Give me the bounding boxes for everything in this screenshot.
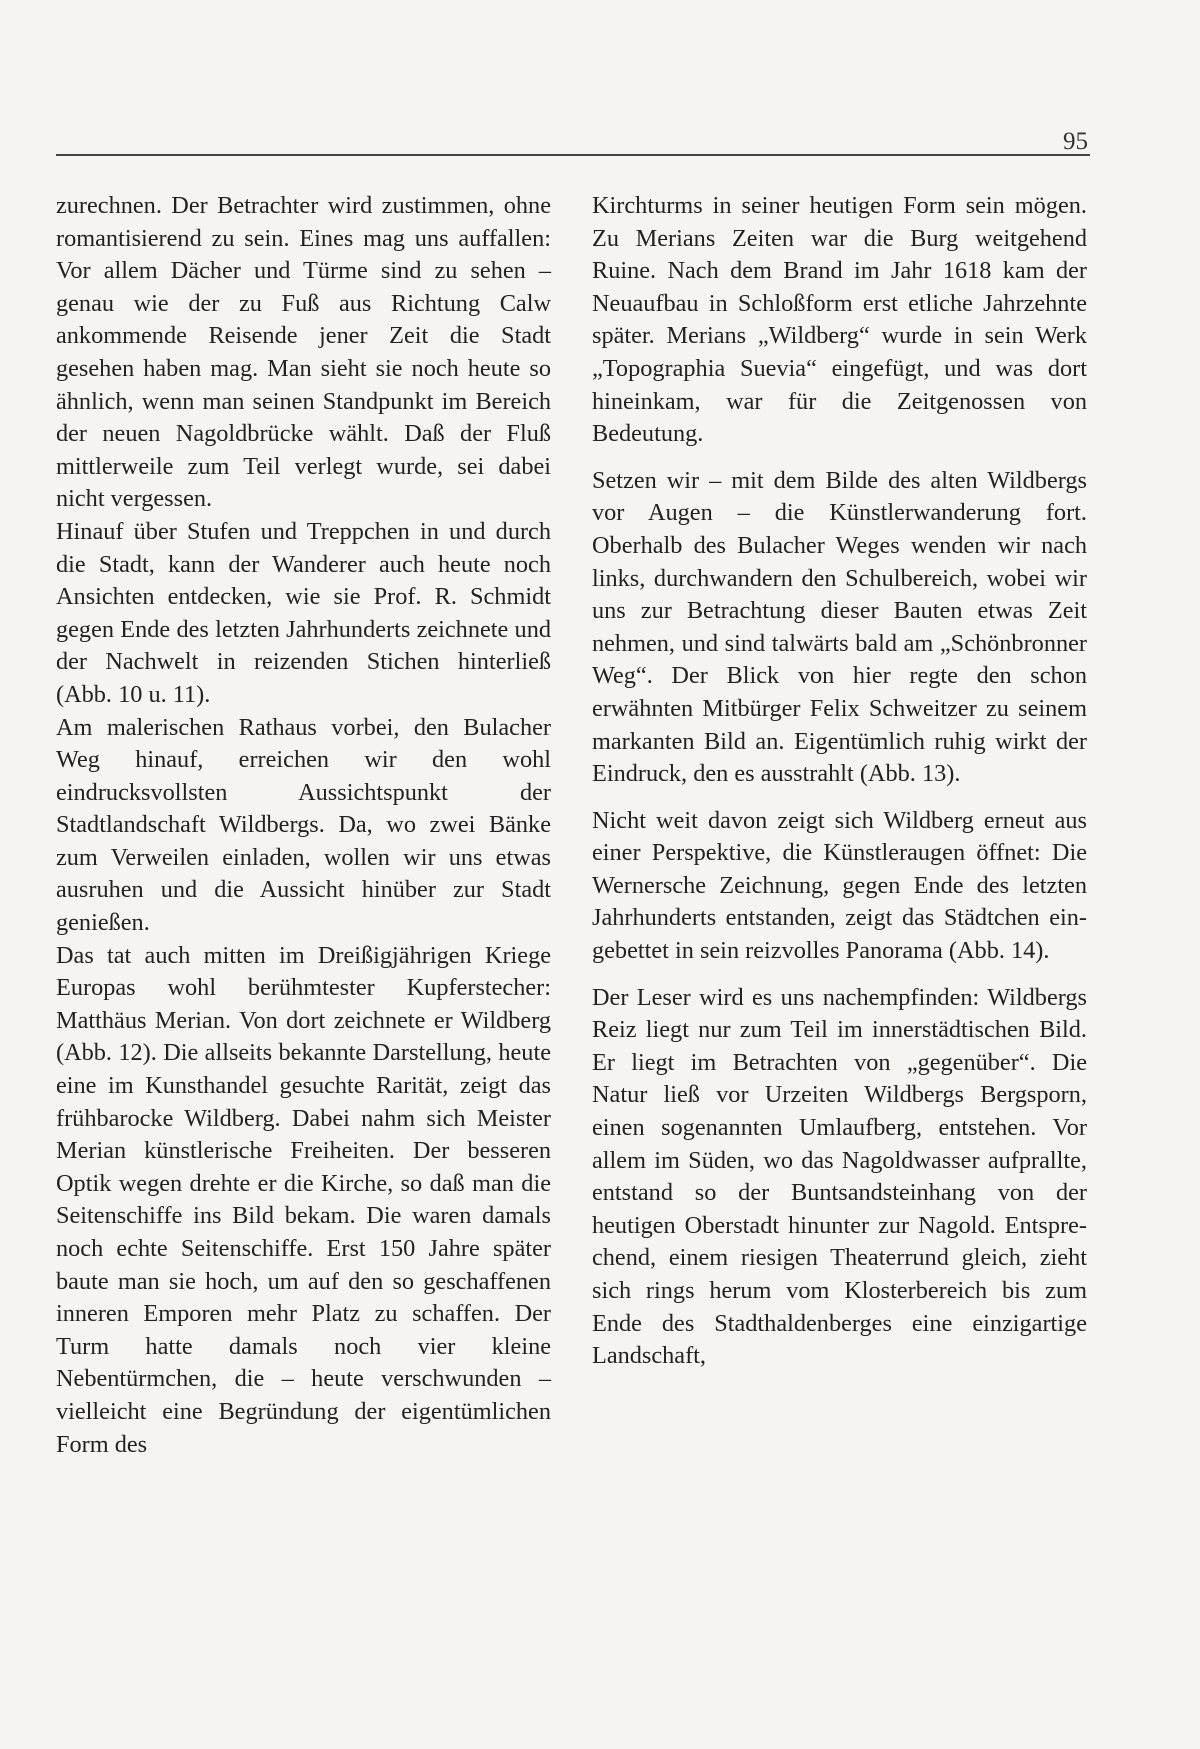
page-number: 95 [1063, 128, 1088, 155]
right-column [592, 190, 1087, 1373]
header-rule [56, 154, 1090, 156]
left-column [56, 190, 551, 1461]
paragraph: Der Leser wird es uns nachempfinden: Wildbergs Reiz liegt nur zum Teil im innerstädtischen Bild. Er liegt im Betrachten von „gegenüber“. Die Natur ließ vor Urzeiten Wildbergs Bergsporn, einen sogenannten Umlaufberg, entstehen. Vor allem im Süden, wo das Nagoldwasser aufprallte, entstand so der Buntsandsteinhang von der heutigen Oberstadt hinunter zur Nagold. Entsprechend, einem riesigen Theaterrund gleich, zieht sich rings herum vom Klosterbereich bis zum Ende des Stadthaldenberges eine einzigartige Landschaft, [592, 983, 1087, 1370]
paragraph: zurechnen. Der Betrachter wird zustimmen, ohne romantisierend zu sein. Eines mag uns auffallen: Vor allem Dächer und Türme sind zu sehen – genau wie der zu Fuß aus Richtung Calw ankommende Reisende jener Zeit die Stadt gesehen haben mag. Man sieht sie noch heute so ähnlich, wenn man seinen Standpunkt im Bereich der neuen Nagoldbrücke wählt. Daß der Fluß mittlerweile zum Teil verlegt wurde, sei dabei nicht vergessen. [56, 192, 551, 513]
paragraph: Hinauf über Stufen und Treppchen in und durch die Stadt, kann der Wanderer auch heute noch Ansichten entdecken, wie sie Prof. R. Schmidt gegen Ende des letzten Jahrhunderts zeichnete und der Nachwelt in reizenden Stichen hinterließ (Abb. 10 u. 11). [56, 517, 551, 708]
paragraph: Nicht weit davon zeigt sich Wildberg erneut aus einer Perspektive, die Künstleraugen öffnet: Die Wernersche Zeichnung, gegen Ende des letzten Jahrhunderts entstanden, zeigt das Städtchen eingebettet in sein reizvolles Panorama (Abb. 14). [592, 806, 1087, 965]
paragraph: Am malerischen Rathaus vorbei, den Bulacher Weg hinauf, erreichen wir den wohl eindrucksvollsten Aussichtspunkt der Stadtlandschaft Wildbergs. Da, wo zwei Bänke zum Verweilen einladen, wollen wir uns etwas ausruhen und die Aussicht hinüber zur Stadt genießen. [56, 713, 551, 937]
paragraph: Setzen wir – mit dem Bilde des alten Wildbergs vor Augen – die Künstlerwanderung fort. Oberhalb des Bulacher Weges wenden wir nach links, durchwandern den Schulbereich, wobei wir uns zur Betrachtung dieser Bauten etwas Zeit nehmen, und sind talwärts bald am „Schönbronner Weg“. Der Blick von hier regte den schon erwähnten Mitbürger Felix Schweitzer zu seinem markanten Bild an. Eigentümlich ruhig wirkt der Eindruck, den es ausstrahlt (Abb. 13). [592, 466, 1087, 788]
paragraph: Das tat auch mitten im Dreißigjährigen Kriege Europas wohl berühmtester Kupferstecher: Matthäus Merian. Von dort zeichnete er Wildberg (Abb. 12). Die allseits bekannte Darstellung, heute eine im Kunsthandel gesuchte Rarität, zeigt das frühbarocke Wildberg. Dabei nahm sich Meister Merian künstlerische Freiheiten. Der besseren Optik wegen drehte er die Kirche, so daß man die Seitenschiffe ins Bild bekam. Die waren damals noch echte Seitenschiffe. Erst 150 Jahre später baute man sie hoch, um auf den so geschaffenen inneren Emporen mehr Platz zu schaffen. Der Turm hatte damals noch vier kleine Nebentürmchen, die – heute verschwunden – vielleicht eine Begründung der eigentümlichen Form des [56, 941, 551, 1458]
paragraph: Kirchturms in seiner heutigen Form sein mögen. Zu Merians Zeiten war die Burg weitgehend Ruine. Nach dem Brand im Jahr 1618 kam der Neuaufbau in Schloßform erst etliche Jahrzehnte später. Merians „Wildberg“ wurde in sein Werk „Topographia Suevia“ eingefügt, und was dort hineinkam, war für die Zeitgenossen von Bedeutung. [592, 192, 1087, 448]
